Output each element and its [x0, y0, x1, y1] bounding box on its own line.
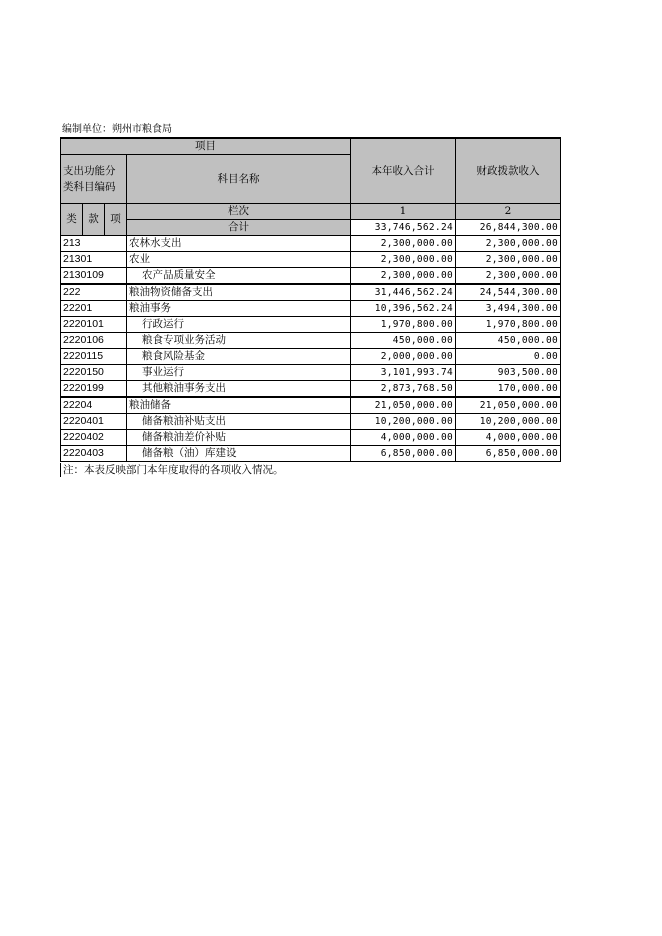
row-name: 农林水支出 — [127, 236, 351, 252]
row-income: 10,396,562.24 — [351, 301, 456, 317]
compiling-unit-label: 编制单位：朔州市粮食局 — [62, 124, 172, 135]
row-fiscal: 4,000,000.00 — [456, 430, 561, 446]
row-income: 2,300,000.00 — [351, 236, 456, 252]
row-fiscal: 2,300,000.00 — [456, 268, 561, 285]
row-name: 行政运行 — [127, 317, 351, 333]
row-income: 2,000,000.00 — [351, 349, 456, 365]
row-fiscal: 10,200,000.00 — [456, 414, 561, 430]
row-code: 22201 — [61, 301, 127, 317]
row-income: 2,873,768.50 — [351, 381, 456, 398]
table-row — [61, 333, 561, 349]
row-income: 21,050,000.00 — [351, 397, 456, 414]
table-row — [61, 268, 561, 285]
header-row-project — [61, 138, 561, 155]
row-name: 粮油储备 — [127, 397, 351, 414]
table-row — [61, 349, 561, 365]
row-code: 2220403 — [61, 446, 127, 462]
row-code: 2220101 — [61, 317, 127, 333]
row-name: 储备粮油补贴支出 — [127, 414, 351, 430]
name-header: 科目名称 — [127, 155, 351, 204]
income-total-header: 本年收入合计 — [351, 138, 456, 204]
row-income: 3,101,993.74 — [351, 365, 456, 381]
kuan-header: 款 — [83, 204, 105, 236]
row-code: 2130109 — [61, 268, 127, 285]
row-code: 2220106 — [61, 333, 127, 349]
row-name: 粮食专项业务活动 — [127, 333, 351, 349]
row-fiscal: 903,500.00 — [456, 365, 561, 381]
row-fiscal: 0.00 — [456, 349, 561, 365]
total-fiscal: 26,844,300.00 — [456, 220, 561, 236]
table-note: 注：本表反映部门本年度取得的各项收入情况。 — [60, 463, 284, 477]
row-name: 粮油事务 — [127, 301, 351, 317]
table-row — [61, 381, 561, 398]
row-fiscal: 6,850,000.00 — [456, 446, 561, 462]
row-income: 2,300,000.00 — [351, 268, 456, 285]
row-income: 10,200,000.00 — [351, 414, 456, 430]
xiang-header: 项 — [105, 204, 127, 236]
row-fiscal: 170,000.00 — [456, 381, 561, 398]
row-name: 农业 — [127, 252, 351, 268]
row-income: 2,300,000.00 — [351, 252, 456, 268]
total-income: 33,746,562.24 — [351, 220, 456, 236]
col2-number: 2 — [456, 204, 561, 220]
row-code: 2220199 — [61, 381, 127, 398]
row-code: 2220402 — [61, 430, 127, 446]
row-fiscal: 2,300,000.00 — [456, 236, 561, 252]
row-code: 2220401 — [61, 414, 127, 430]
row-name: 事业运行 — [127, 365, 351, 381]
row-income: 6,850,000.00 — [351, 446, 456, 462]
row-name: 粮油物资储备支出 — [127, 284, 351, 301]
table-row — [61, 365, 561, 381]
row-fiscal: 1,970,800.00 — [456, 317, 561, 333]
project-header: 项目 — [61, 138, 351, 155]
row-code: 222 — [61, 284, 127, 301]
row-code: 2220150 — [61, 365, 127, 381]
row-income: 31,446,562.24 — [351, 284, 456, 301]
header-row-lanci — [61, 204, 561, 220]
row-fiscal: 21,050,000.00 — [456, 397, 561, 414]
row-income: 450,000.00 — [351, 333, 456, 349]
total-label: 合计 — [127, 220, 351, 236]
row-name: 储备粮（油）库建设 — [127, 446, 351, 462]
lei-header: 类 — [61, 204, 83, 236]
col1-number: 1 — [351, 204, 456, 220]
table-row — [61, 252, 561, 268]
row-income: 4,000,000.00 — [351, 430, 456, 446]
row-code: 213 — [61, 236, 127, 252]
table-row — [61, 301, 561, 317]
income-table — [60, 137, 561, 462]
row-fiscal: 450,000.00 — [456, 333, 561, 349]
row-fiscal: 2,300,000.00 — [456, 252, 561, 268]
table-row — [61, 317, 561, 333]
code-header: 支出功能分类科目编码 — [61, 155, 127, 204]
row-name: 其他粮油事务支出 — [127, 381, 351, 398]
table-row — [61, 430, 561, 446]
table-row — [61, 236, 561, 252]
row-name: 储备粮油差价补贴 — [127, 430, 351, 446]
row-code: 21301 — [61, 252, 127, 268]
row-fiscal: 3,494,300.00 — [456, 301, 561, 317]
table-row — [61, 414, 561, 430]
lanci-header: 栏次 — [127, 204, 351, 220]
row-name: 农产品质量安全 — [127, 268, 351, 285]
row-fiscal: 24,544,300.00 — [456, 284, 561, 301]
row-code: 22204 — [61, 397, 127, 414]
row-code: 2220115 — [61, 349, 127, 365]
table-row — [61, 446, 561, 462]
table-row — [61, 284, 561, 301]
total-row — [61, 220, 561, 236]
row-income: 1,970,800.00 — [351, 317, 456, 333]
row-name: 粮食风险基金 — [127, 349, 351, 365]
table-row — [61, 397, 561, 414]
fiscal-income-header: 财政拨款收入 — [456, 138, 561, 204]
